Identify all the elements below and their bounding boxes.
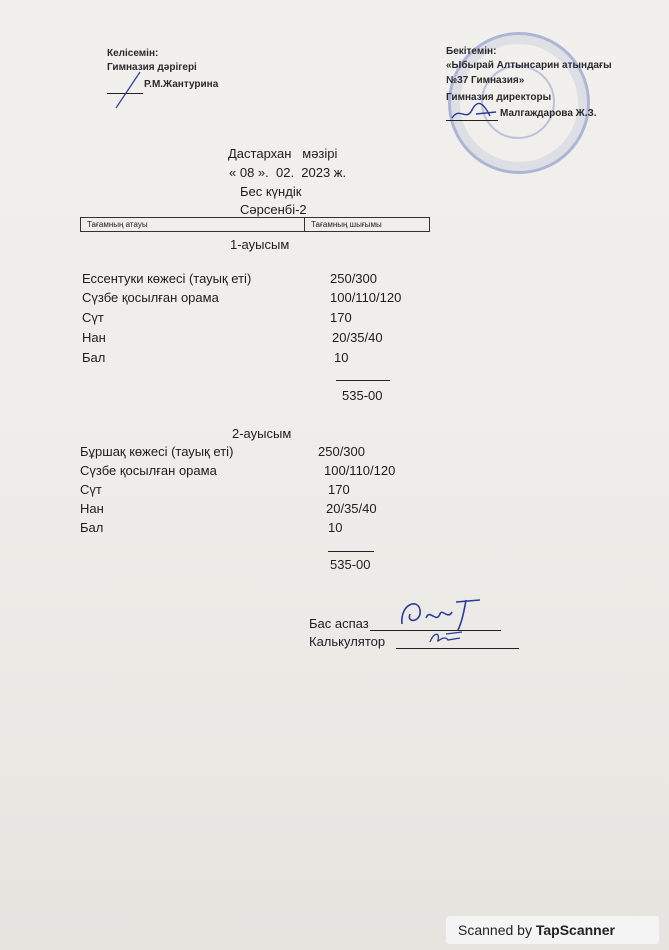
left-approved-label: Келісемін:	[107, 48, 159, 59]
shift2-label: 2-ауысым	[232, 426, 292, 441]
menu-date: « 08 ». 02. 2023 ж.	[229, 165, 347, 180]
shift1-item-name: Сүзбе қосылған орама	[82, 290, 219, 305]
shift2-item-name: Сүзбе қосылған орама	[80, 463, 217, 478]
watermark-brand: TapScanner	[535, 922, 615, 938]
table-header	[80, 217, 430, 232]
left-signature-mark	[110, 70, 150, 112]
shift2-item-name: Нан	[80, 501, 104, 516]
shift2-item-name: Сүт	[80, 482, 102, 497]
right-approved-label: Бекітемін:	[446, 46, 497, 57]
left-name: Р.М.Жантурина	[144, 79, 219, 90]
shift2-item-name: Бал	[80, 520, 104, 535]
left-position: Гимназия дәрігері	[107, 62, 197, 73]
shift1-item-yield: 170	[330, 310, 352, 325]
menu-heading: Дастархан мәзірі	[228, 146, 338, 161]
shift1-label: 1-ауысым	[230, 237, 290, 252]
shift2-item-yield: 170	[328, 482, 350, 497]
shift1-item-yield: 100/110/120	[330, 290, 402, 305]
right-org-line2: №37 Гимназия»	[446, 75, 525, 86]
shift1-item-yield: 250/300	[330, 271, 377, 286]
right-name: Малгаждарова Ж.З.	[500, 108, 597, 119]
chef-label: Бас аспаз	[309, 616, 369, 631]
shift2-item-yield: 250/300	[318, 444, 365, 459]
shift2-item-yield: 20/35/40	[326, 501, 377, 516]
shift2-total-line	[328, 551, 374, 552]
shift1-total-line	[336, 380, 390, 381]
calc-signature-mark	[426, 628, 466, 648]
col-dish-name: Тағамның атауы	[81, 218, 305, 231]
col-yield: Тағамның шығымы	[311, 220, 382, 229]
shift2-total: 535-00	[330, 557, 371, 572]
right-position: Гимназия директоры	[446, 92, 552, 103]
scanner-watermark	[446, 916, 659, 944]
shift1-item-name: Бал	[82, 350, 106, 365]
shift2-item-yield: 100/110/120	[324, 463, 396, 478]
watermark-prefix: Scanned by	[458, 922, 536, 938]
shift2-item-name: Бұршақ көжесі (тауық еті)	[80, 444, 234, 459]
shift1-item-yield: 20/35/40	[332, 330, 383, 345]
shift2-item-yield: 10	[328, 520, 343, 535]
shift1-item-name: Ессентуки көжесі (тауық еті)	[82, 271, 252, 286]
calc-label: Калькулятор	[309, 634, 386, 649]
menu-weekday: Сәрсенбі-2	[240, 202, 307, 217]
menu-days: Бес күндік	[240, 184, 302, 199]
shift1-total: 535-00	[342, 388, 383, 403]
right-signature-mark	[450, 100, 500, 126]
right-org-line1: «Ыбырай Алтынсарин атындағы	[446, 60, 612, 71]
shift1-item-name: Нан	[82, 330, 106, 345]
shift1-item-yield: 10	[334, 350, 349, 365]
shift1-item-name: Сүт	[82, 310, 104, 325]
calc-signature-line	[396, 648, 519, 649]
